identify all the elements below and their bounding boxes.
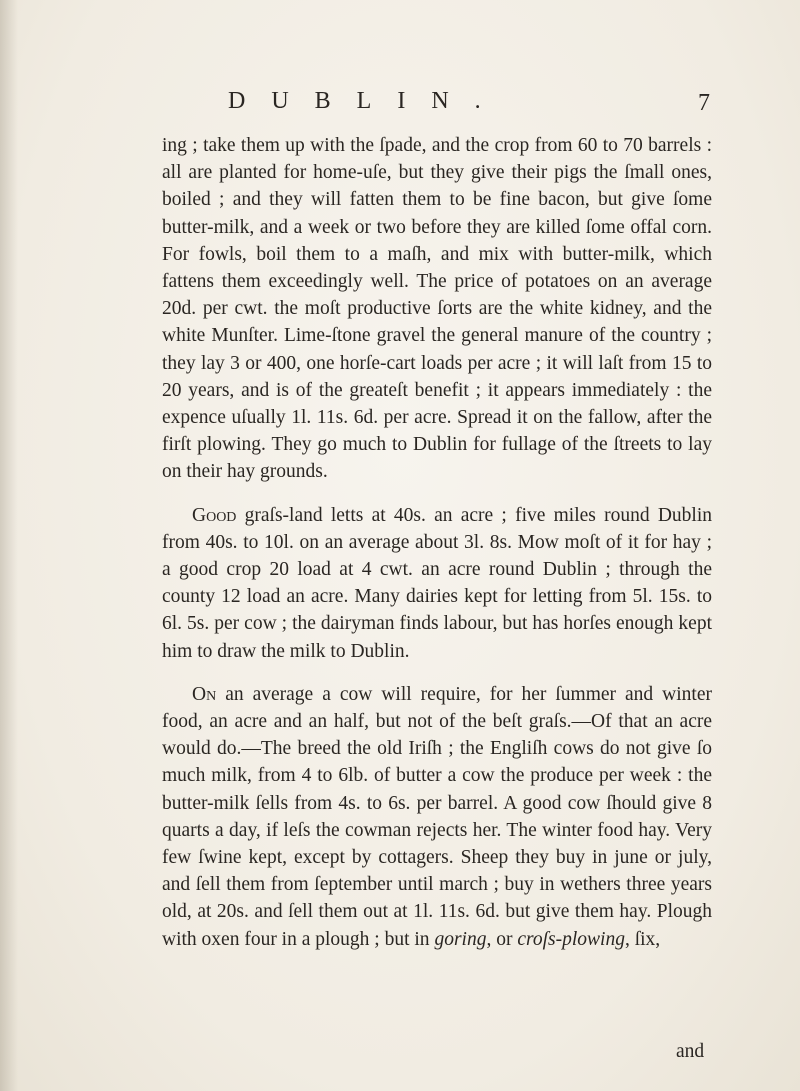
paragraph-3 xyxy=(162,681,712,953)
paragraph-3-italic-cross-plowing: croſs-plowing xyxy=(517,928,625,950)
page-number: 7 xyxy=(698,90,710,116)
body-text xyxy=(162,132,712,953)
paragraph-1: ing ; take them up with the ſpade, and the crop from 60 to 70 barrels : all are planted for home-uſe, but they give their pigs the ſmall ones, boiled ; and they will fatten them to be fine bacon, but give ſome butter-milk, and a week or two before they are killed ſome offal corn. For fowls, boil them to a maſh, and mix with butter-milk, which fattens them exceedingly well. The price of potatoes on an average 20d. per cwt. the moſt productive ſorts are the white kidney, and the white Munſter. Lime-ſtone gravel the general manure of the country ; they lay 3 or 400, one horſe-cart loads per acre ; it will laſt from 15 to 20 years, and is of the greateſt benefit ; it appears immediately : the expence uſually 1l. 11s. 6d. per acre. Spread it on the fallow, after the firſt plowing. They go much to Dublin for fullage of the ſtreets to lay on their hay grounds. xyxy=(162,135,712,483)
page-fold-shadow xyxy=(0,0,18,1091)
paragraph-3-text: an average a cow will require, for her ſummer and winter food, an acre and an half, but not of the beſt graſs.—Of that an acre would do.—The breed the old Iriſh ; the Engliſh cows do not give ſo much milk, from 4 to 6lb. of butter a cow the produce per week : the butter-milk ſells from 4s. to 6s. per barrel. A good cow ſhould give 8 quarts a day, if leſs the cowman rejects her. The winter food hay. Very few ſwine kept, except by cottagers. Sheep they buy in june or july, and ſell them from ſeptember until march ; buy in wethers three years old, at 20s. and ſell them out at 1l. 11s. 6d. but give them hay. Plough with oxen four in a plough ; but in xyxy=(162,683,712,950)
paragraph-3-lead: On xyxy=(192,683,217,705)
paragraph-2-text: graſs-land letts at 40s. an acre ; five miles round Dublin from 40s. to 10l. on an average about 3l. 8s. Mow moſt of it for hay ; a good crop 20 load at 4 cwt. an acre round Dublin ; through the county 12 load an acre. Many dairies kept for letting from 5l. 15s. to 6l. 5s. per cow ; the dairyman finds labour, but has horſes enough kept him to draw the milk to Dublin. xyxy=(162,504,712,662)
running-head: DUBLIN. xyxy=(228,88,507,114)
catchword: and xyxy=(676,1041,705,1062)
page-header xyxy=(0,88,800,128)
paragraph-2-lead: Good xyxy=(192,504,237,526)
paragraph-2 xyxy=(162,502,712,665)
paragraph-3-mid: , or xyxy=(486,928,518,950)
paragraph-3-tail: , ſix, xyxy=(624,928,661,950)
paragraph-3-italic-goring: goring xyxy=(434,928,487,950)
